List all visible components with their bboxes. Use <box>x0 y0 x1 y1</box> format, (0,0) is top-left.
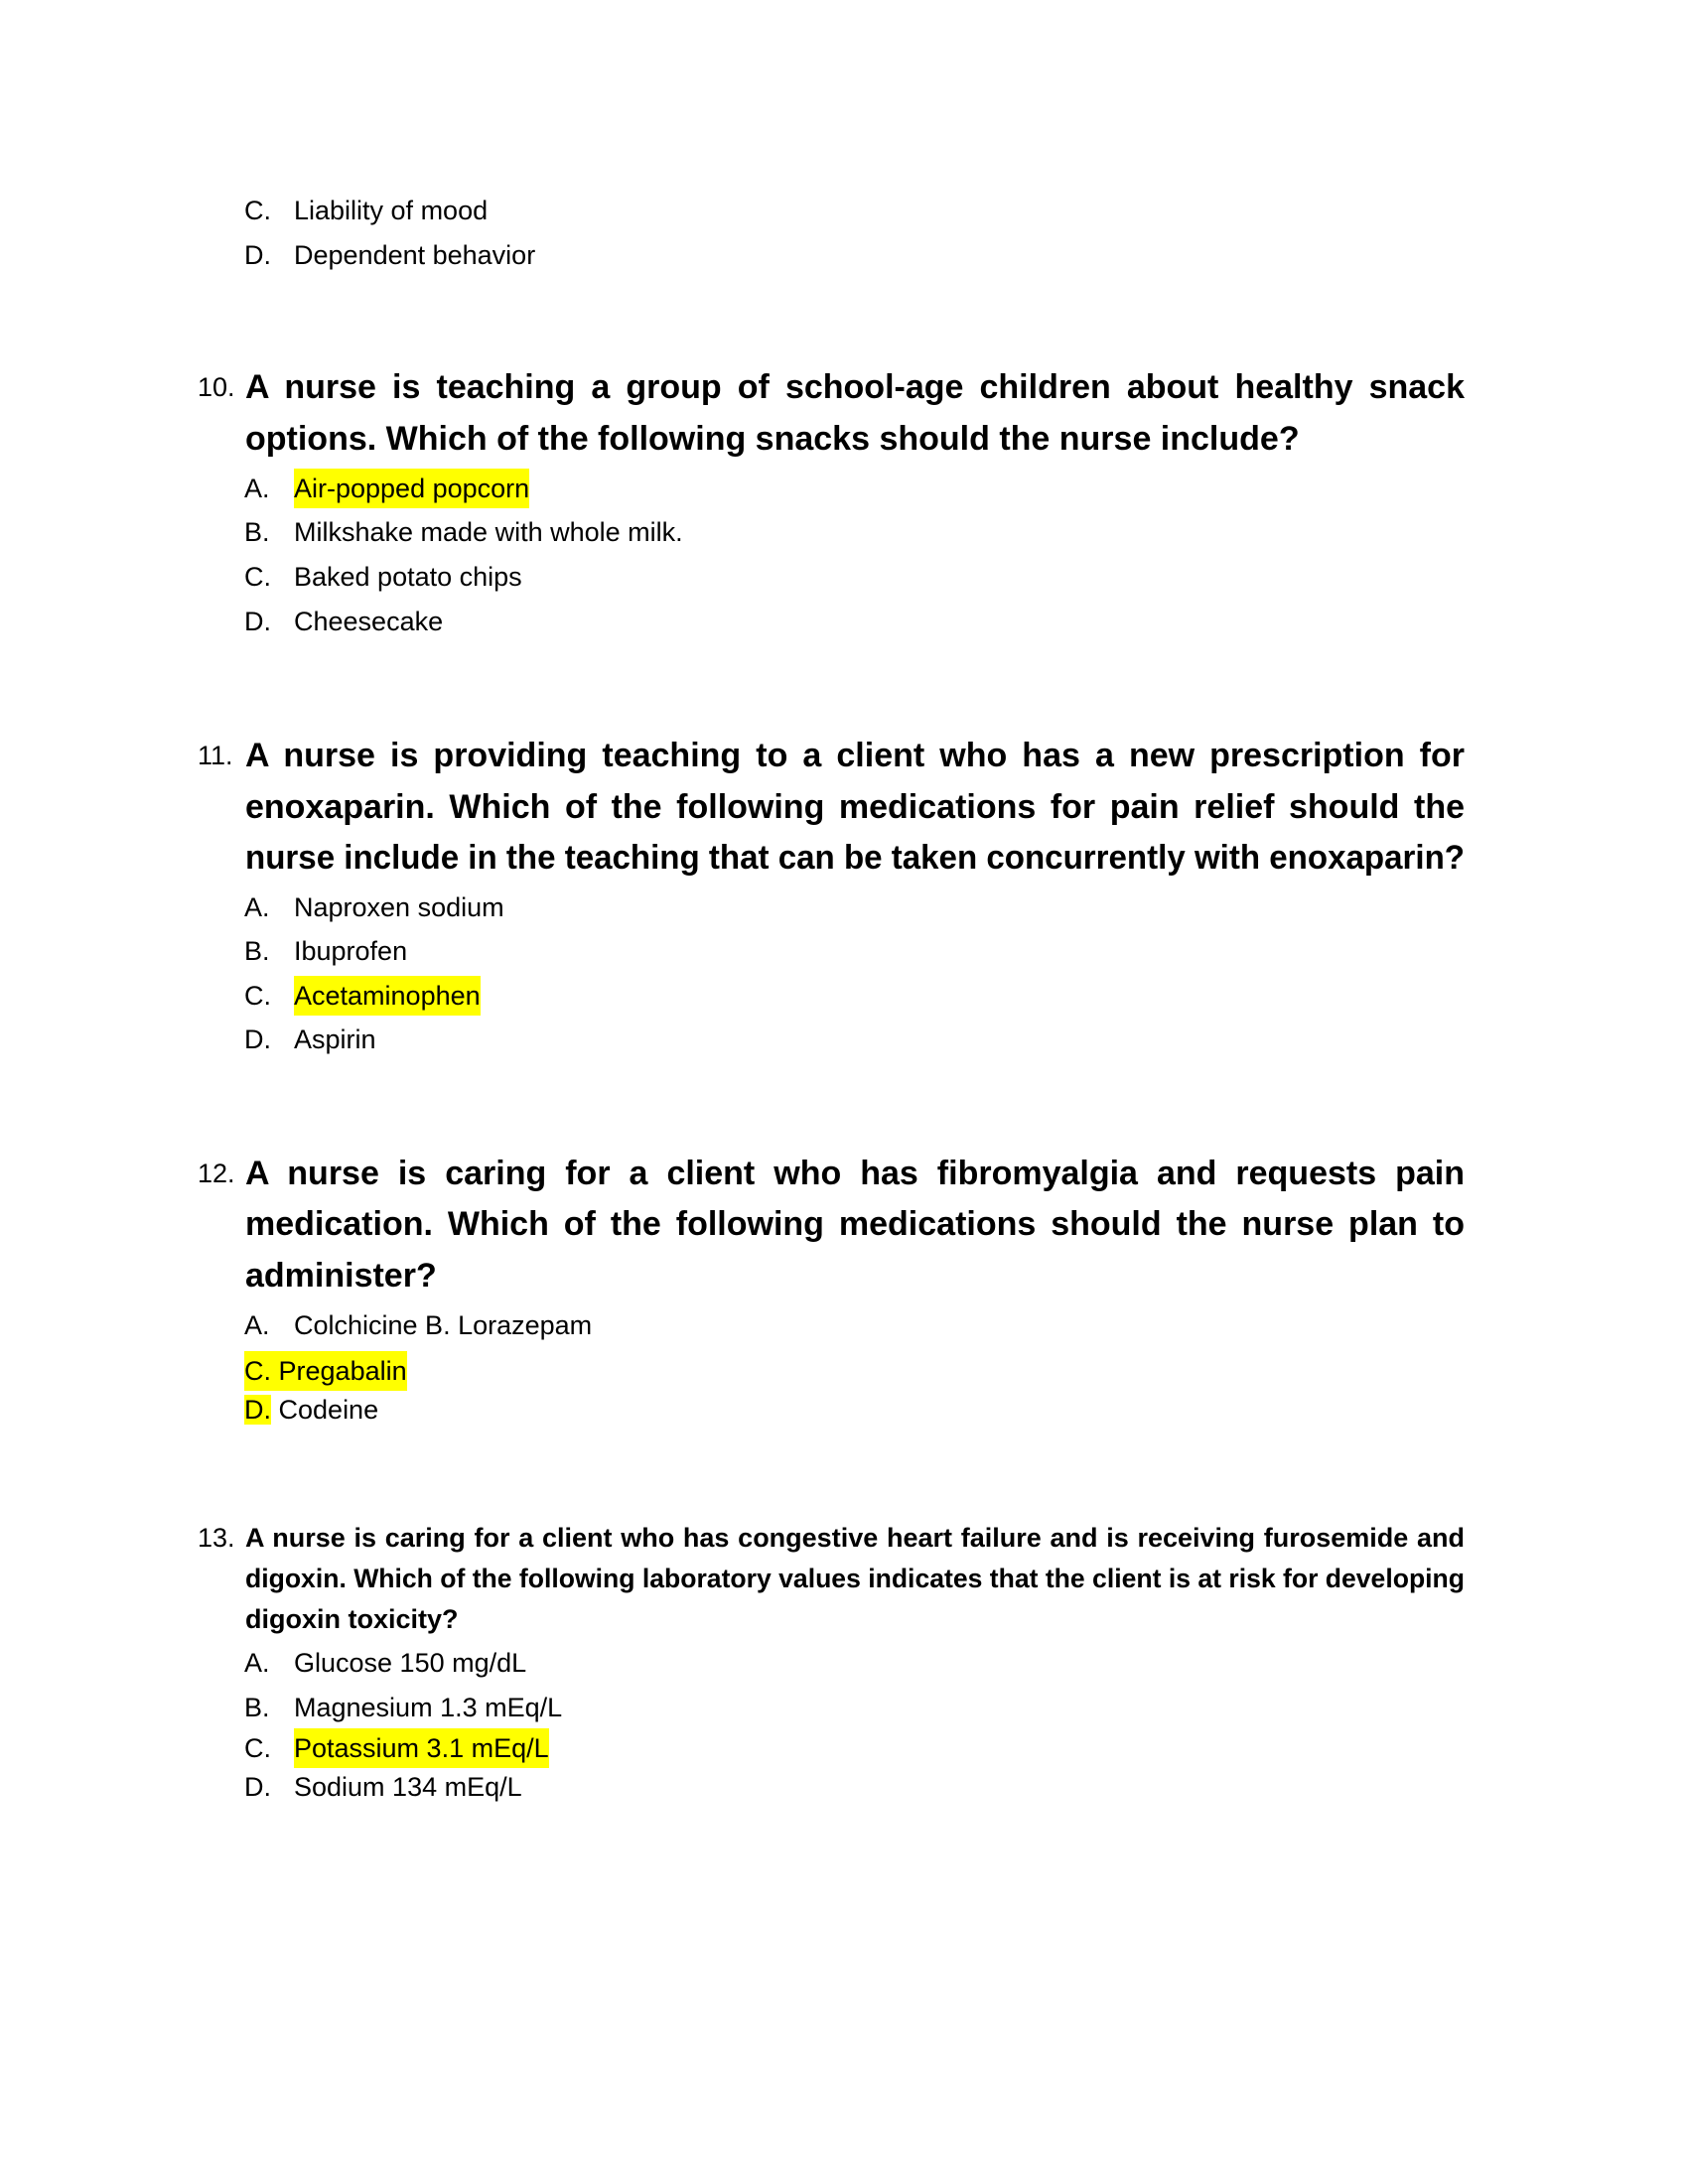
option-text: Codeine <box>278 1395 379 1425</box>
question-text: nurse include in the teaching that can be taken concurrently with enoxaparin? <box>245 839 1465 877</box>
question-text: A nurse is caring for a client who has congestive heart failure and is receiving furosemide and <box>245 1523 1465 1553</box>
option-letter: C. <box>244 1356 271 1386</box>
option-letter: B. <box>244 1693 270 1722</box>
question-number: 10. <box>198 372 235 402</box>
option-letter: D. <box>244 607 271 636</box>
option-letter: A. <box>244 474 270 503</box>
option-letter: C. <box>244 1733 271 1763</box>
option-letter: D. <box>244 1772 271 1802</box>
question-text: enoxaparin. Which of the following medications for pain relief should the <box>245 788 1465 826</box>
option-c-highlighted <box>244 1351 407 1391</box>
option-text: Magnesium 1.3 mEq/L <box>294 1693 563 1722</box>
option-text: Sodium 134 mEq/L <box>294 1772 522 1802</box>
question-number: 11. <box>198 741 233 770</box>
option-text: Ibuprofen <box>294 936 408 966</box>
option-text: Pregabalin <box>278 1356 407 1386</box>
option-text-highlighted: Air-popped popcorn <box>294 469 529 508</box>
option-text: Glucose 150 mg/dL <box>294 1648 527 1678</box>
option-text-highlighted: Acetaminophen <box>294 976 481 1016</box>
option-letter: A. <box>244 1310 270 1340</box>
question-number: 13. <box>198 1523 235 1553</box>
option-letter: B. <box>244 936 270 966</box>
option-text: Cheesecake <box>294 607 444 636</box>
option-text: Colchicine B. Lorazepam <box>294 1310 593 1340</box>
option-letter-highlighted: D. <box>244 1395 271 1425</box>
question-text: digoxin. Which of the following laboratory values indicates that the client is at risk for developing <box>245 1564 1465 1593</box>
option-text: Milkshake made with whole milk. <box>294 517 683 547</box>
question-text: administer? <box>245 1257 437 1295</box>
question-text: medication. Which of the following medications should the nurse plan to <box>245 1205 1465 1243</box>
option-text: Dependent behavior <box>294 240 536 270</box>
option-letter: C. <box>244 196 271 225</box>
option-letter: C. <box>244 981 271 1011</box>
question-text: digoxin toxicity? <box>245 1604 459 1634</box>
question-number: 12. <box>198 1159 235 1188</box>
option-text-highlighted: Potassium 3.1 mEq/L <box>294 1728 549 1768</box>
question-text: A nurse is teaching a group of school-age children about healthy snack <box>245 368 1465 406</box>
option-letter: A. <box>244 892 270 922</box>
question-text: options. Which of the following snacks should the nurse include? <box>245 420 1300 458</box>
option-text: Baked potato chips <box>294 562 522 592</box>
option-letter: D. <box>244 240 271 270</box>
option-d <box>244 1390 378 1430</box>
option-letter: C. <box>244 562 271 592</box>
option-text: Naproxen sodium <box>294 892 504 922</box>
question-text: A nurse is caring for a client who has fibromyalgia and requests pain <box>245 1155 1465 1192</box>
option-letter: B. <box>244 517 270 547</box>
option-text: Liability of mood <box>294 196 489 225</box>
option-letter: A. <box>244 1648 270 1678</box>
option-text: Aspirin <box>294 1024 376 1054</box>
question-text: A nurse is providing teaching to a client who has a new prescription for <box>245 737 1465 774</box>
option-letter: D. <box>244 1024 271 1054</box>
